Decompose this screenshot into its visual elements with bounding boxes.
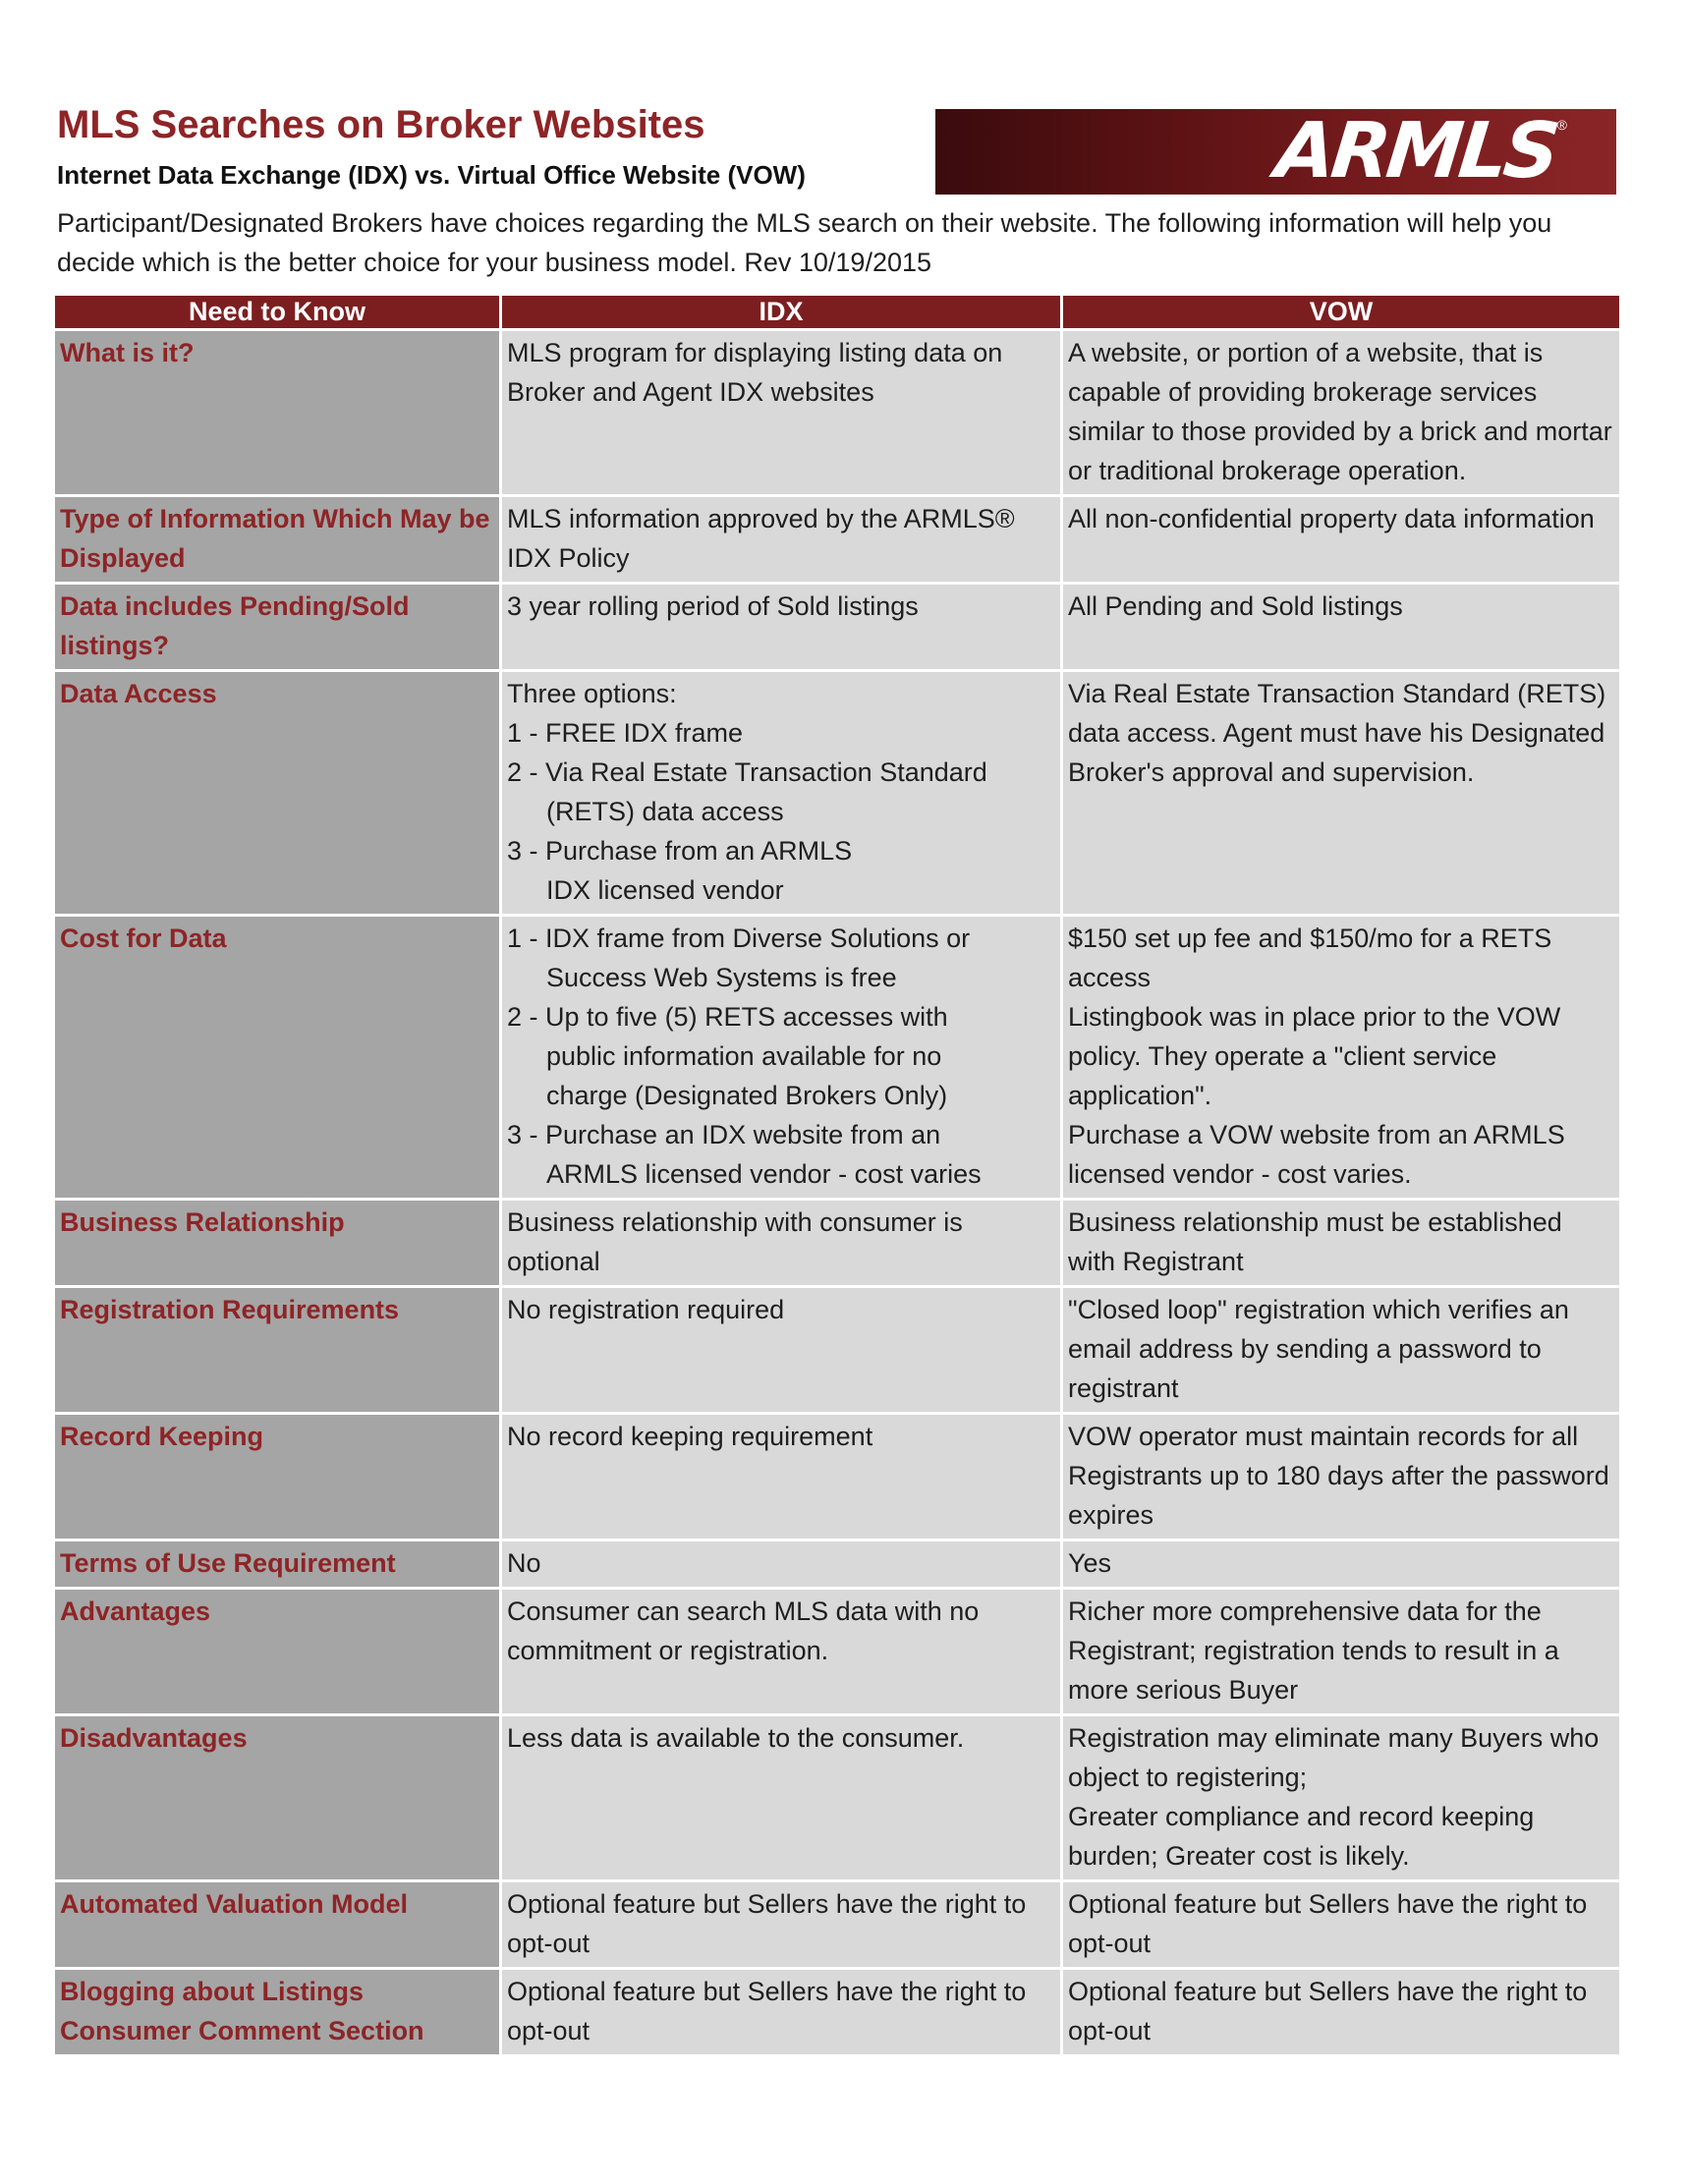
need-to-know-cell: Advantages — [55, 1590, 502, 1716]
table-body — [55, 331, 1619, 2057]
idx-cell — [502, 1970, 1063, 2057]
column-header-idx: IDX — [502, 296, 1063, 331]
idx-cell-line: 3 - Purchase from an ARMLS — [507, 836, 853, 866]
vow-cell — [1063, 1288, 1619, 1415]
page-subtitle: Internet Data Exchange (IDX) vs. Virtual Office Website (VOW) — [57, 160, 806, 190]
idx-cell-line: Optional feature but Sellers have the right to opt-out — [507, 1977, 1027, 2045]
idx-cell-line: 2 - Via Real Estate Transaction Standard — [507, 757, 987, 787]
need-to-know-cell: What is it? — [55, 331, 502, 497]
idx-cell-line: Less data is available to the consumer. — [507, 1723, 965, 1753]
table-row — [55, 1716, 1619, 1882]
vow-cell — [1063, 1716, 1619, 1882]
table-row — [55, 1590, 1619, 1716]
vow-cell-line: Greater compliance and record keeping burden; Greater cost is likely. — [1068, 1802, 1535, 1871]
idx-cell-line: Consumer can search MLS data with no commitment or registration. — [507, 1596, 980, 1665]
vow-cell-line: VOW operator must maintain records for all Registrants up to 180 days after the password expires — [1068, 1422, 1609, 1530]
idx-cell — [502, 672, 1063, 917]
vow-cell — [1063, 672, 1619, 917]
table-row — [55, 672, 1619, 917]
table-row — [55, 1970, 1619, 2057]
idx-cell-line: public information available for no — [546, 1041, 942, 1071]
need-to-know-cell: Data Access — [55, 672, 502, 917]
vow-cell — [1063, 497, 1619, 585]
table-row — [55, 585, 1619, 672]
need-to-know-cell: Automated Valuation Model — [55, 1882, 502, 1970]
idx-cell-line: 1 - FREE IDX frame — [507, 718, 744, 748]
idx-cell — [502, 1201, 1063, 1288]
need-to-know-cell: Record Keeping — [55, 1415, 502, 1541]
vow-cell-line: Purchase a VOW website from an ARMLS licensed vendor - cost varies. — [1068, 1120, 1565, 1189]
comparison-table — [55, 296, 1619, 2057]
idx-cell-line: Optional feature but Sellers have the right to opt-out — [507, 1889, 1027, 1958]
table-row — [55, 331, 1619, 497]
idx-cell — [502, 1541, 1063, 1590]
idx-cell — [502, 1288, 1063, 1415]
vow-cell — [1063, 1201, 1619, 1288]
idx-cell-line: No record keeping requirement — [507, 1422, 873, 1451]
idx-cell-line: MLS information approved by the ARMLS® IDX Policy — [507, 504, 1015, 573]
logo-registered-mark: ® — [1556, 117, 1567, 133]
need-to-know-cell: Disadvantages — [55, 1716, 502, 1882]
table-header-row — [55, 296, 1619, 331]
vow-cell-line: All Pending and Sold listings — [1068, 591, 1403, 621]
idx-cell-line: Business relationship with consumer is optional — [507, 1207, 963, 1276]
vow-cell-line: Optional feature but Sellers have the right to opt-out — [1068, 1889, 1588, 1958]
idx-cell-line: 3 year rolling period of Sold listings — [507, 591, 919, 621]
idx-cell-line: Success Web Systems is free — [546, 963, 897, 992]
vow-cell — [1063, 1415, 1619, 1541]
table-row — [55, 917, 1619, 1201]
vow-cell-line: Business relationship must be established with Registrant — [1068, 1207, 1562, 1276]
idx-cell-line: (RETS) data access — [546, 797, 784, 826]
idx-cell-line: MLS program for displaying listing data on Broker and Agent IDX websites — [507, 338, 1003, 407]
vow-cell — [1063, 1541, 1619, 1590]
idx-cell-line: 1 - IDX frame from Diverse Solutions or — [507, 924, 971, 953]
armls-logo — [935, 109, 1616, 195]
table-row — [55, 1201, 1619, 1288]
vow-cell-line: Listingbook was in place prior to the VOW policy. They operate a "client service application". — [1068, 1002, 1561, 1110]
table-row — [55, 1288, 1619, 1415]
vow-cell-line: Yes — [1068, 1548, 1112, 1578]
vow-cell-line: All non-confidential property data information — [1068, 504, 1595, 533]
idx-cell-line: Three options: — [507, 679, 677, 708]
table-row — [55, 1541, 1619, 1590]
idx-cell — [502, 1415, 1063, 1541]
vow-cell-line: A website, or portion of a website, that is capable of providing brokerage services similar to those provided by a brick and mortar or traditional brokerage operation. — [1068, 338, 1612, 485]
page-title: MLS Searches on Broker Websites — [57, 103, 705, 146]
vow-cell — [1063, 1882, 1619, 1970]
idx-cell-line: No registration required — [507, 1295, 785, 1324]
column-header-need: Need to Know — [55, 296, 502, 331]
need-to-know-cell: Blogging about Listings Consumer Comment Section — [55, 1970, 502, 2057]
logo-text: ARMLS — [1271, 107, 1560, 196]
idx-cell — [502, 497, 1063, 585]
vow-cell — [1063, 585, 1619, 672]
vow-cell-line: $150 set up fee and $150/mo for a RETS access — [1068, 924, 1552, 992]
vow-cell — [1063, 1970, 1619, 2057]
vow-cell — [1063, 917, 1619, 1201]
need-to-know-cell: Business Relationship — [55, 1201, 502, 1288]
idx-cell — [502, 917, 1063, 1201]
idx-cell — [502, 1716, 1063, 1882]
need-to-know-cell: Type of Information Which May be Displayed — [55, 497, 502, 585]
idx-cell-line: ARMLS licensed vendor - cost varies — [546, 1159, 982, 1189]
vow-cell — [1063, 331, 1619, 497]
idx-cell-line: IDX licensed vendor — [546, 875, 784, 905]
idx-cell-line: 3 - Purchase an IDX website from an — [507, 1120, 941, 1149]
table-row — [55, 1882, 1619, 1970]
idx-cell-line: charge (Designated Brokers Only) — [546, 1081, 948, 1110]
table-row — [55, 497, 1619, 585]
idx-cell — [502, 585, 1063, 672]
idx-cell — [502, 1590, 1063, 1716]
idx-cell-line: No — [507, 1548, 541, 1578]
vow-cell-line: Optional feature but Sellers have the right to opt-out — [1068, 1977, 1588, 2045]
vow-cell — [1063, 1590, 1619, 1716]
table-row — [55, 1415, 1619, 1541]
idx-cell-line: 2 - Up to five (5) RETS accesses with — [507, 1002, 948, 1032]
column-header-vow: VOW — [1063, 296, 1619, 331]
intro-paragraph: Participant/Designated Brokers have choices regarding the MLS search on their website. The following information will help you decide which is the better choice for your business model. Rev 10/19/2015 — [57, 208, 1552, 277]
need-to-know-cell: Registration Requirements — [55, 1288, 502, 1415]
vow-cell-line: Registration may eliminate many Buyers who object to registering; — [1068, 1723, 1600, 1792]
idx-cell — [502, 1882, 1063, 1970]
vow-cell-line: Richer more comprehensive data for the Registrant; registration tends to result in a more serious Buyer — [1068, 1596, 1559, 1705]
vow-cell-line: "Closed loop" registration which verifies an email address by sending a password to registrant — [1068, 1295, 1569, 1403]
need-to-know-cell: Cost for Data — [55, 917, 502, 1201]
need-to-know-cell: Terms of Use Requirement — [55, 1541, 502, 1590]
idx-cell — [502, 331, 1063, 497]
vow-cell-line: Via Real Estate Transaction Standard (RETS) data access. Agent must have his Designated Broker's approval and supervision. — [1068, 679, 1606, 787]
need-to-know-cell: Data includes Pending/Sold listings? — [55, 585, 502, 672]
